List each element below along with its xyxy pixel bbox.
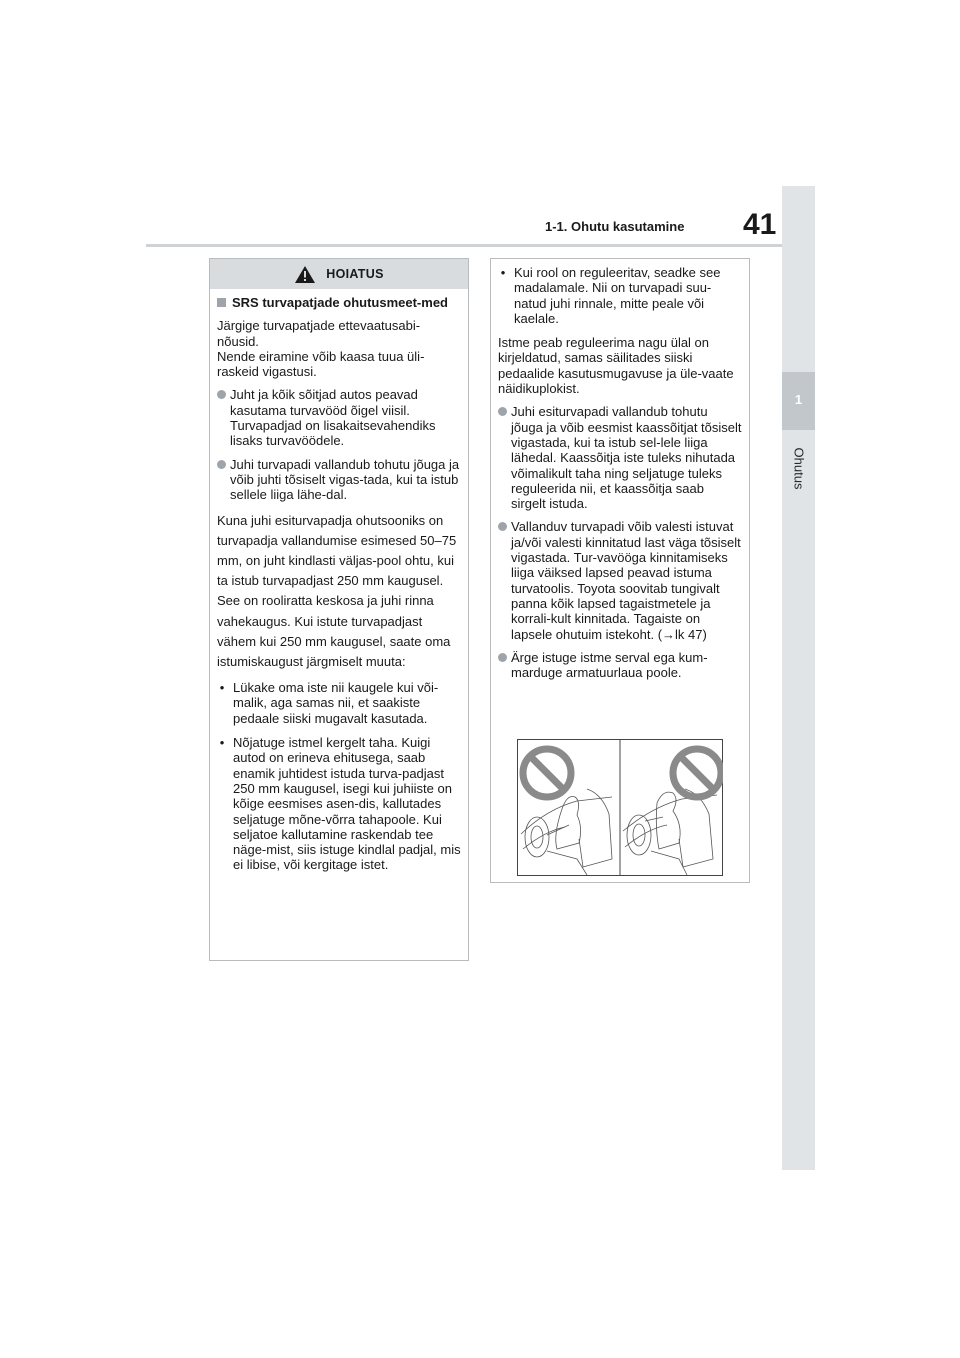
header-divider — [146, 244, 782, 247]
chapter-side-tab — [782, 186, 815, 1170]
square-bullet-icon — [217, 298, 226, 307]
circle-bullet-icon — [498, 407, 507, 416]
circle-bullet-icon — [217, 390, 226, 399]
list-item: Juhi turvapadi vallandub tohutu jõuga ja võib juhti tõsiselt vigas-tada, kui ta istub sellele liiga lähe-dal. — [217, 457, 461, 503]
seating-illustration — [517, 739, 723, 876]
page-number: 41 — [743, 208, 777, 241]
chapter-label: Ohutus — [791, 447, 807, 489]
warning-triangle-icon — [294, 265, 316, 284]
list-item: Vallanduv turvapadi võib valesti istuvat ja/või valesti kinnitatud last väga tõsiselt vigastada. Tur-vavööga kinnitamiseks liiga väiksed lapsed peavad istuma turvatoolis. Toyota soovitab tungivalt panna kõik lapsed tagaistmetele ja korrali-kult kinnitada. Tagaiste on lapsele ohutuim istekoht. (→lk 47) — [498, 519, 742, 641]
list-item: • Kui rool on reguleeritav, seadke see madalamale. Nii on turvapadi suu-natud juhi rinnale, mitte peale või kaelale. — [500, 265, 721, 326]
distance-paragraph: Kuna juhi esiturvapadja ohutsooniks on turvapadja vallandumise esimesed 50–75 mm, on juht kindlasti väljas-pool ohtu, kui ta istub turvapadjast 250 mm kaugusel. See on rooliratta keskosa ja juhi rinna vahekaugus. Kui istute turvapadjast vähem kui 250 mm kaugusel, saate oma istumiskaugust järgmiselt muuta: — [217, 512, 457, 669]
chapter-number: 1 — [794, 392, 803, 407]
list-item: • Nõjatuge istmel kergelt taha. Kuigi autod on erineva ehitusega, saab enamik juhtidest istuda turva-padjast 250 mm kaugusel, isegi kui juhiiste on kõige eesmises asen-dis, kallutades seljatuge mõne-võrra tahapoole. Kui seljatoe kallutamine raskendab tee näge-mist, siis istuge kindlal padjal, mis ei libise, või kergitage istet. — [219, 735, 461, 873]
circle-bullet-icon — [498, 522, 507, 531]
warning-label: HOIATUS — [326, 267, 384, 281]
warning-intro: Järgige turvapatjade ettevaatusabi-nõusid. Nende eiramine võib kaasa tuua üli-raskeid vigastusi. — [217, 318, 425, 380]
circle-bullet-icon — [498, 653, 507, 662]
list-item: • Lükake oma iste nii kaugele kui või-malik, aga samas nii, et saakiste pedaale siiski mugavalt kasutada. — [219, 680, 439, 726]
list-item: Ärge istuge istme serval ega kum-marduge armatuurlaua poole. — [498, 650, 742, 681]
warning-box-left — [209, 258, 469, 961]
circle-bullet-icon — [217, 460, 226, 469]
warning-header — [210, 259, 468, 289]
list-item: Juht ja kõik sõitjad autos peavad kasutama turvavööd õigel viisil. Turvapadjad on lisakaitsevahendiks lisaks turvavöödele. — [217, 387, 461, 448]
warning-section-title: SRS turvapatjade ohutusmeet-med — [217, 295, 461, 310]
adjust-paragraph: Istme peab reguleerima nagu ülal on kirjeldatud, samas säilitades siiski pedaalide kasutusmugavuse ja üle-vaate näidikuplokist. — [498, 335, 734, 397]
section-title: 1-1. Ohutu kasutamine — [545, 219, 685, 234]
list-item: Juhi esiturvapadi vallandub tohutu jõuga ja võib eesmist kaassõitjat tõsiselt vigastada, kui ta istub sel-lele liiga lähedal. Kaassõitja iste tuleks nihutada võimalikult taha ning seljatuge tuleks reguleerida nii, et kaassõitja saab sirgelt istuda. — [498, 404, 742, 511]
